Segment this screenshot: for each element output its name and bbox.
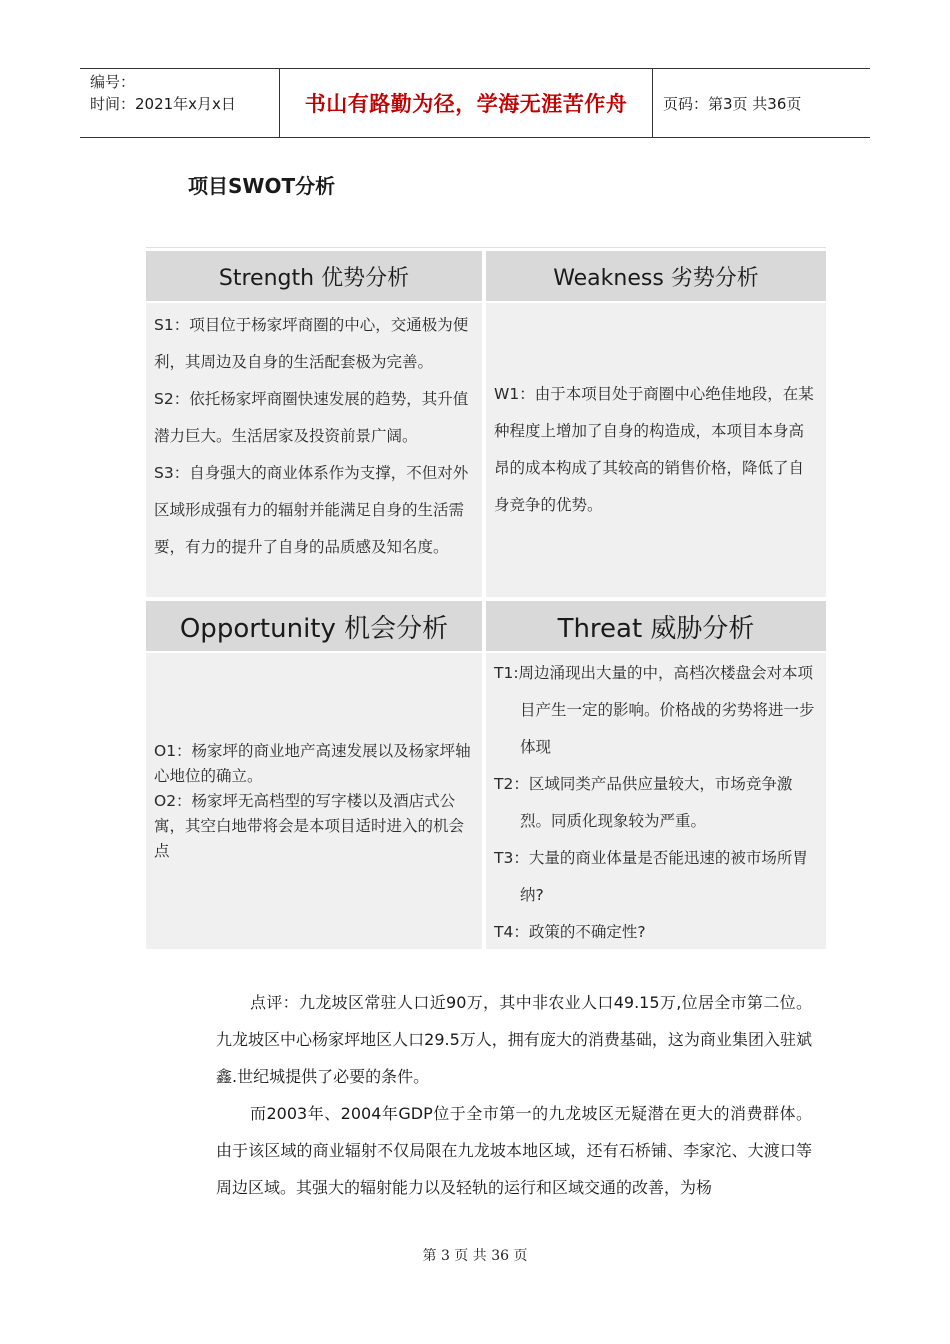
header-motto-cell (280, 69, 653, 137)
table-top-rule (146, 247, 826, 248)
header-date: 时间：2021年x月x日 (90, 95, 236, 113)
body-paragraph: 而2003年、2004年GDP位于全市第一的九龙坡区无疑潜在更大的消费群体。由于该区域的商业辐射不仅局限在九龙坡本地区域，还有石桥铺、李家沱、大渡口等周边区域。其强大的辐射能力以及轻轨的运行和区域交通的改善，为杨 (216, 1104, 812, 1197)
threat-item: T1:周边涌现出大量的中，高档次楼盘会对本项目产生一定的影响。价格战的劣势将进一步体现 (494, 664, 815, 756)
threat-item: T2：区域同类产品供应量较大，市场竞争激烈。同质化现象较为严重。 (494, 775, 793, 830)
swot-table (146, 247, 826, 949)
threat-item: T3：大量的商业体量是否能迅速的被市场所胃纳? (494, 849, 808, 904)
header-page-info: 页码：第3页 共36页 (663, 94, 802, 113)
page-footer: 第 3 页 共 36 页 (422, 1248, 528, 1264)
strength-item: S1：项目位于杨家坪商圈的中心，交通极为便利，其周边及自身的生活配套极为完善。 (154, 316, 469, 371)
weakness-item: W1：由于本项目处于商圈中心绝佳地段，在某种程度上增加了自身的构造成，本项目本身高昂的成本构成了其较高的销售价格，降低了自身竞争的优势。 (494, 385, 814, 514)
page-header (80, 68, 870, 138)
body-paragraph: 点评：九龙坡区常驻人口近90万，其中非农业人口49.15万,位居全市第二位。九龙坡区中心杨家坪地区人口29.5万人，拥有庞大的消费基础，这为商业集团入驻斌鑫.世纪城提供了必要的条件。 (216, 993, 812, 1086)
body-text (216, 984, 812, 1206)
section-title: 项目SWOT分析 (188, 174, 336, 198)
threat-item: T4：政策的不确定性? (494, 923, 646, 941)
strength-heading: Strength 优势分析 (146, 251, 482, 301)
threat-body (486, 653, 826, 949)
header-motto: 书山有路勤为径，学海无涯苦作舟 (304, 91, 628, 116)
header-meta (80, 69, 280, 137)
opportunity-body (146, 653, 482, 949)
weakness-heading: Weakness 劣势分析 (486, 251, 826, 301)
threat-heading: Threat 威胁分析 (486, 601, 826, 651)
opportunity-item: O1：杨家坪的商业地产高速发展以及杨家坪轴心地位的确立。 (154, 741, 471, 785)
strength-item: S3：自身强大的商业体系作为支撑，不但对外区域形成强有力的辐射并能满足自身的生活需要，有力的提升了自身的品质感及知名度。 (154, 464, 469, 556)
weakness-body (486, 303, 826, 597)
strength-item: S2：依托杨家坪商圈快速发展的趋势，其升值潜力巨大。生活居家及投资前景广阔。 (154, 390, 469, 445)
strength-body (146, 303, 482, 597)
opportunity-heading: Opportunity 机会分析 (146, 601, 482, 651)
opportunity-item: O2：杨家坪无高档型的写字楼以及酒店式公寓，其空白地带将会是本项目适时进入的机会点 (154, 791, 465, 860)
header-number: 编号： (90, 73, 136, 91)
